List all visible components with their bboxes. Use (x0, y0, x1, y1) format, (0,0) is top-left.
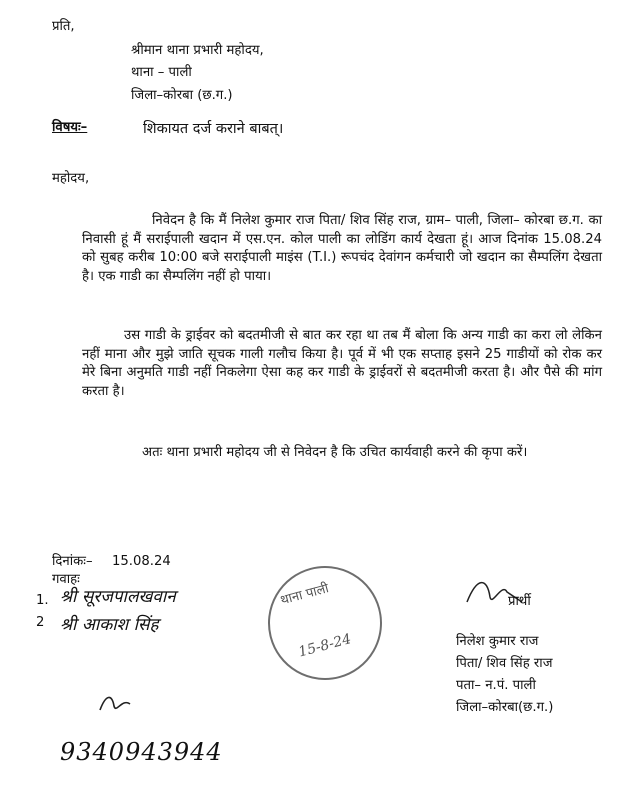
body-paragraph-2: उस गाडी के ड्राईवर को बदतमीजी से बात कर रहा था तब मैं बोला कि अन्य गाडी का करा लो लेकिन नहीं माना और मुझे जाति सूचक गाली गलौच किया है। पूर्व में भी एक सप्ताह इसने 25 गाडीयों को रोक कर मेरे बिना अनुमति गाडी नहीं निकलेगा ऐसा कह कर गाडी के ड्राईवरों से बदतमीजी करता है। और पैसे की मांग करता है। (82, 328, 602, 399)
police-station-stamp (255, 553, 395, 693)
applicant-address-2: जिला–कोरबा(छ.ग.) (456, 700, 554, 715)
witness-2-number: 2 (36, 615, 45, 630)
witness-1-signature: श्री सूरजपालखवान (60, 587, 176, 607)
date-label: दिनांकः– (52, 554, 93, 569)
recipient-line-3: जिला–कोरबा (छ.ग.) (131, 88, 233, 103)
recipient-line-1: श्रीमान थाना प्रभारी महोदय, (131, 43, 264, 58)
prati-label: प्रति, (52, 19, 75, 34)
handwritten-mark (96, 690, 136, 720)
stamp-date: 15-8-24 (296, 631, 354, 661)
applicant-name: निलेश कुमार राज (456, 634, 539, 649)
applicant-father: पिता/ शिव सिंह राज (456, 656, 553, 671)
recipient-line-2: थाना – पाली (131, 65, 192, 80)
subject-label: विषयः– (52, 120, 88, 135)
witness-2-signature: श्री आकाश सिंह (60, 615, 159, 635)
date-value: 15.08.24 (112, 554, 171, 569)
handwritten-phone-number: 9340943944 (60, 738, 223, 766)
salutation: महोदय, (52, 171, 90, 186)
applicant-label: प्रार्थी (508, 594, 531, 609)
body-paragraph-1: निवेदन है कि मैं निलेश कुमार राज पिता/ शिव सिंह राज, ग्राम– पाली, जिला– कोरबा छ.ग. का निवासी हूं मैं सराईपाली खदान में एस.एन. कोल पाली का लोडिंग कार्य देखता हूं। आज दिनांक 15.08.24 को सुबह करीब 10:00 बजे सराईपाली माइंस (T.I.) रूपचंद देवांगन कर्मचारी जो खदान का सैम्पलिंग देखता है। एक गाडी का सैम्पलिंग नहीं हो पाया। (82, 213, 602, 284)
witness-label: गवाहः (52, 572, 80, 587)
body-paragraph-3: अतः थाना प्रभारी महोदय जी से निवेदन है कि उचित कार्यवाही करने की कृपा करें। (142, 445, 528, 460)
stamp-text: थाना पाली (278, 581, 331, 609)
witness-1-number: 1. (36, 593, 49, 608)
subject-text: शिकायत दर्ज कराने बाबत्। (143, 121, 284, 137)
applicant-address-1: पता– न.पं. पाली (456, 678, 536, 693)
